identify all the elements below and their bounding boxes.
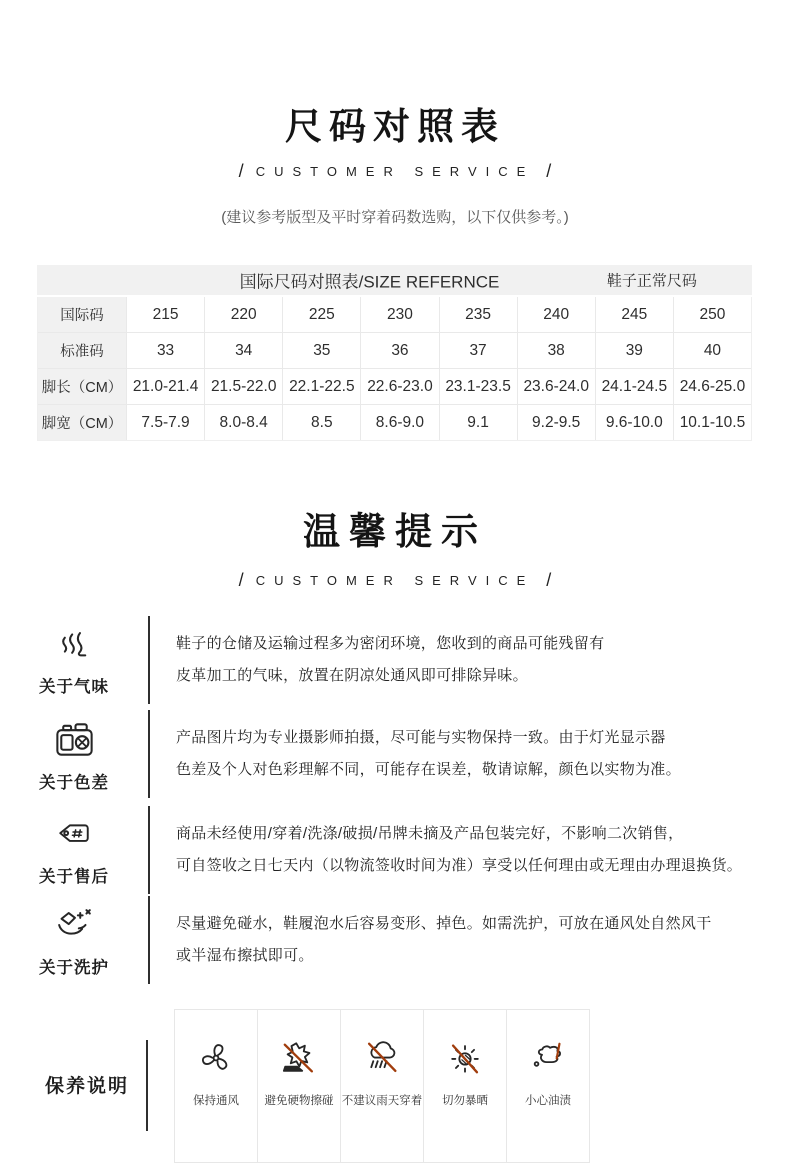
care-box-ventilation bbox=[174, 1009, 258, 1163]
tip-text bbox=[150, 894, 790, 986]
tip-left-aftersales bbox=[0, 804, 148, 896]
tip-text-line: 可自签收之日七天内（以物流签收时间为准）享受以任何理由或无理由办理退换货。 bbox=[176, 857, 743, 874]
tip-label: 关于洗护 bbox=[39, 959, 109, 977]
tip-text bbox=[150, 708, 790, 800]
tip-left-smell bbox=[0, 614, 148, 706]
table-cell: 37 bbox=[440, 333, 517, 368]
table-cell: 9.2-9.5 bbox=[518, 405, 595, 440]
size-note: (建议参考版型及平时穿着码数选购，以下仅供参考。) bbox=[221, 209, 569, 226]
care-box-no-sun bbox=[423, 1009, 507, 1163]
no-sun-icon bbox=[443, 1036, 487, 1080]
care-box-no-rain bbox=[340, 1009, 424, 1163]
table-cell: 38 bbox=[518, 333, 595, 368]
slash-decoration: / bbox=[546, 161, 552, 181]
table-cell: 230 bbox=[361, 297, 438, 332]
table-cell: 35 bbox=[283, 333, 360, 368]
warm-tips-title: 温馨提示 bbox=[303, 511, 487, 552]
tip-text-line: 或半湿布擦拭即可。 bbox=[176, 947, 314, 964]
care-box-oil-stain bbox=[506, 1009, 590, 1163]
size-table-grid bbox=[37, 297, 752, 441]
care-box-label: 避免硬物擦碰 bbox=[264, 1095, 334, 1107]
care-box-label: 小心油渍 bbox=[525, 1095, 571, 1107]
table-cell: 9.6-10.0 bbox=[596, 405, 673, 440]
table-cell: 24.1-24.5 bbox=[596, 369, 673, 404]
table-cell: 10.1-10.5 bbox=[674, 405, 751, 440]
tip-text-line: 产品图片均为专业摄影师拍摄，尽可能与实物保持一致。由于灯光显示器 bbox=[176, 729, 666, 746]
table-cell: 240 bbox=[518, 297, 595, 332]
tip-text bbox=[150, 614, 790, 706]
no-hard-object-icon bbox=[277, 1036, 321, 1080]
table-cell: 8.0-8.4 bbox=[205, 405, 282, 440]
tip-block-washing bbox=[0, 894, 790, 986]
slash-decoration: / bbox=[546, 570, 552, 590]
tip-left-washing bbox=[0, 894, 148, 986]
row-label: 脚长（CM） bbox=[38, 369, 126, 404]
wash-icon bbox=[51, 902, 97, 948]
table-cell: 40 bbox=[674, 333, 751, 368]
size-chart-title: 尺码对照表 bbox=[285, 106, 505, 147]
table-cell: 22.1-22.5 bbox=[283, 369, 360, 404]
vertical-divider bbox=[146, 1040, 148, 1131]
no-rain-icon bbox=[360, 1036, 404, 1080]
row-label: 国际码 bbox=[38, 297, 126, 332]
care-box-label: 不建议雨天穿着 bbox=[341, 1095, 423, 1107]
table-cell: 245 bbox=[596, 297, 673, 332]
slash-decoration: / bbox=[238, 570, 244, 590]
table-cell: 8.6-9.0 bbox=[361, 405, 438, 440]
tip-left-color bbox=[0, 708, 148, 800]
table-cell: 22.6-23.0 bbox=[361, 369, 438, 404]
tip-text-line: 色差及个人对色彩理解不同，可能存在误差，敬请谅解，颜色以实物为准。 bbox=[176, 761, 681, 778]
table-cell: 225 bbox=[283, 297, 360, 332]
care-section-label: 保养说明 bbox=[45, 1076, 130, 1097]
table-cell: 21.5-22.0 bbox=[205, 369, 282, 404]
table-cell: 23.6-24.0 bbox=[518, 369, 595, 404]
table-cell: 36 bbox=[361, 333, 438, 368]
table-cell: 23.1-23.5 bbox=[440, 369, 517, 404]
tip-label: 关于气味 bbox=[39, 678, 109, 696]
table-cell: 235 bbox=[440, 297, 517, 332]
table-cell: 8.5 bbox=[283, 405, 360, 440]
size-table-header-title: 国际尺码对照表/SIZE REFERNCE bbox=[239, 272, 500, 292]
smell-icon bbox=[52, 623, 96, 667]
slash-decoration: / bbox=[238, 161, 244, 181]
table-cell: 215 bbox=[127, 297, 204, 332]
customer-service-subtitle bbox=[0, 570, 790, 591]
tip-block-aftersales bbox=[0, 804, 790, 896]
tip-text-line: 尽量避免碰水，鞋履泡水后容易变形、掉色。如需洗护，可放在通风处自然风干 bbox=[176, 915, 712, 932]
care-box-label: 切勿暴晒 bbox=[442, 1095, 488, 1107]
camera-icon bbox=[51, 716, 98, 763]
tip-block-color bbox=[0, 708, 790, 800]
table-cell: 24.6-25.0 bbox=[674, 369, 751, 404]
table-cell: 7.5-7.9 bbox=[127, 405, 204, 440]
subtitle-text: CUSTOMER SERVICE bbox=[255, 573, 535, 588]
tip-label: 关于色差 bbox=[39, 773, 109, 792]
tip-text-line: 皮革加工的气味，放置在阴凉处通风即可排除异味。 bbox=[176, 667, 528, 684]
table-cell: 34 bbox=[205, 333, 282, 368]
care-box-label: 保持通风 bbox=[193, 1095, 239, 1107]
tip-text-line: 商品未经使用/穿着/洗涤/破损/吊牌未摘及产品包装完好，不影响二次销售， bbox=[176, 825, 684, 842]
tip-text bbox=[150, 804, 790, 896]
subtitle-text: CUSTOMER SERVICE bbox=[255, 164, 535, 179]
fan-icon bbox=[194, 1036, 238, 1080]
size-table-header bbox=[37, 265, 752, 295]
table-cell: 33 bbox=[127, 333, 204, 368]
tag-icon bbox=[52, 813, 96, 857]
table-cell: 9.1 bbox=[440, 405, 517, 440]
row-label: 脚宽（CM） bbox=[38, 405, 126, 440]
tip-text-line: 鞋子的仓储及运输过程多为密闭环境，您收到的商品可能残留有 bbox=[176, 635, 605, 652]
size-table bbox=[37, 265, 752, 441]
care-icon-boxes bbox=[174, 1009, 590, 1163]
size-table-header-right: 鞋子正常尺码 bbox=[606, 272, 697, 290]
table-cell: 39 bbox=[596, 333, 673, 368]
table-cell: 250 bbox=[674, 297, 751, 332]
tip-block-smell bbox=[0, 614, 790, 706]
oil-stain-icon bbox=[526, 1036, 570, 1080]
table-cell: 220 bbox=[205, 297, 282, 332]
row-label: 标准码 bbox=[38, 333, 126, 368]
tip-label: 关于售后 bbox=[39, 868, 109, 886]
care-box-no-hard-object bbox=[257, 1009, 341, 1163]
table-cell: 21.0-21.4 bbox=[127, 369, 204, 404]
customer-service-subtitle bbox=[0, 161, 790, 182]
